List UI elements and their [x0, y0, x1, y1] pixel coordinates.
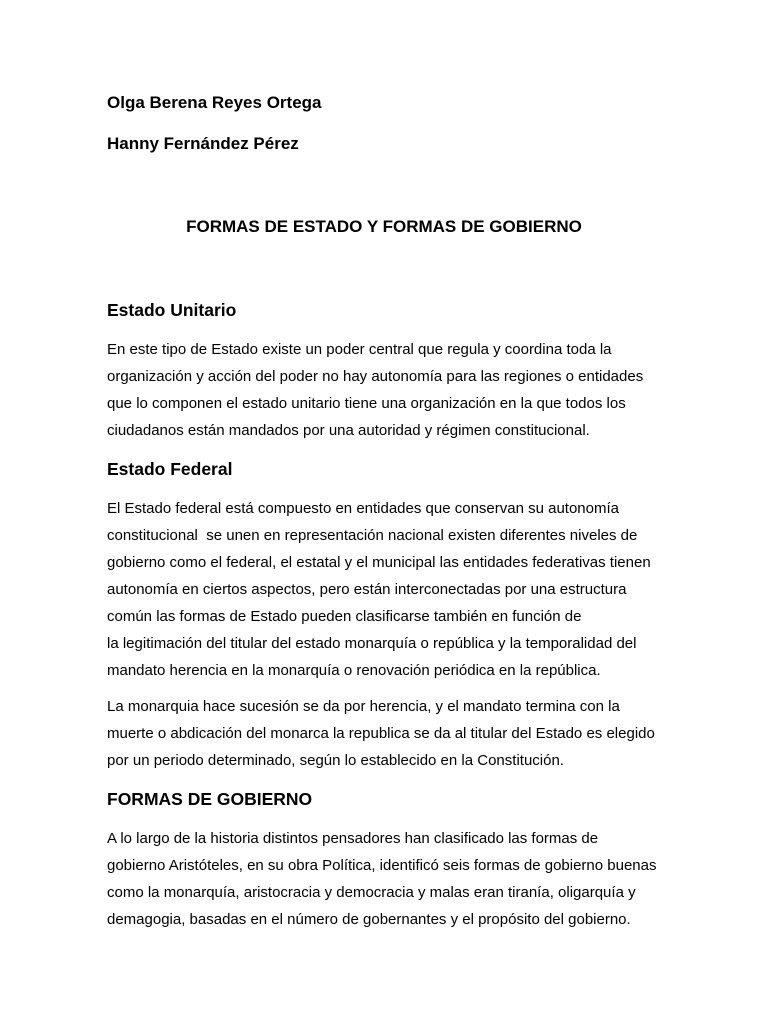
paragraph-line: gobierno como el federal, el estatal y el municipal las entidades federativas tienen [107, 554, 651, 571]
paragraph-line: la legitimación del titular del estado monarquía o república y la temporalidad del [107, 635, 637, 652]
paragraph-line: autonomía en ciertos aspectos, pero están interconectadas por una estructura [107, 581, 627, 598]
paragraph-line: gobierno Aristóteles, en su obra Política, identificó seis formas de gobierno buenas [107, 857, 657, 874]
section-heading-estado-unitario: Estado Unitario [107, 300, 237, 320]
paragraph-formas-de-gobierno [107, 825, 677, 933]
paragraph-line: ciudadanos están mandados por una autoridad y régimen constitucional. [107, 422, 590, 439]
paragraph-line: que lo componen el estado unitario tiene una organización en la que todos los [107, 395, 626, 412]
paragraph-line: muerte o abdicación del monarca la republica se da al titular del Estado es elegido [107, 725, 655, 742]
paragraph-line: demagogia, basadas en el número de gobernantes y el propósito del gobierno. [107, 911, 631, 928]
paragraph-line: El Estado federal está compuesto en entidades que conservan su autonomía [107, 500, 619, 517]
section-heading-estado-federal: Estado Federal [107, 459, 233, 479]
paragraph-line: organización y acción del poder no hay autonomía para las regiones o entidades [107, 368, 644, 385]
paragraph-line: mandato herencia en la monarquía o renovación periódica en la república. [107, 662, 601, 679]
paragraph-line: común las formas de Estado pueden clasificarse también en función de [107, 608, 582, 625]
paragraph-line: como la monarquía, aristocracia y democracia y malas eran tiranía, oligarquía y [107, 884, 636, 901]
paragraph-estado-unitario [107, 336, 677, 444]
paragraph-line: La monarquia hace sucesión se da por herencia, y el mandato termina con la [107, 698, 620, 715]
document-title: FORMAS DE ESTADO Y FORMAS DE GOBIERNO [186, 217, 582, 236]
paragraph-line: A lo largo de la historia distintos pensadores han clasificado las formas de [107, 830, 599, 847]
paragraph-monarquia-republica [107, 693, 677, 774]
paragraph-line: por un periodo determinado, según lo establecido en la Constitución. [107, 752, 564, 769]
author-name: Hanny Fernández Pérez [107, 134, 299, 153]
paragraph-line: constitucional se unen en representación nacional existen diferentes niveles de [107, 527, 638, 544]
paragraph-estado-federal [107, 495, 677, 684]
section-heading-formas-de-gobierno: FORMAS DE GOBIERNO [107, 789, 313, 809]
author-name: Olga Berena Reyes Ortega [107, 93, 322, 112]
paragraph-line: En este tipo de Estado existe un poder central que regula y coordina toda la [107, 341, 612, 358]
